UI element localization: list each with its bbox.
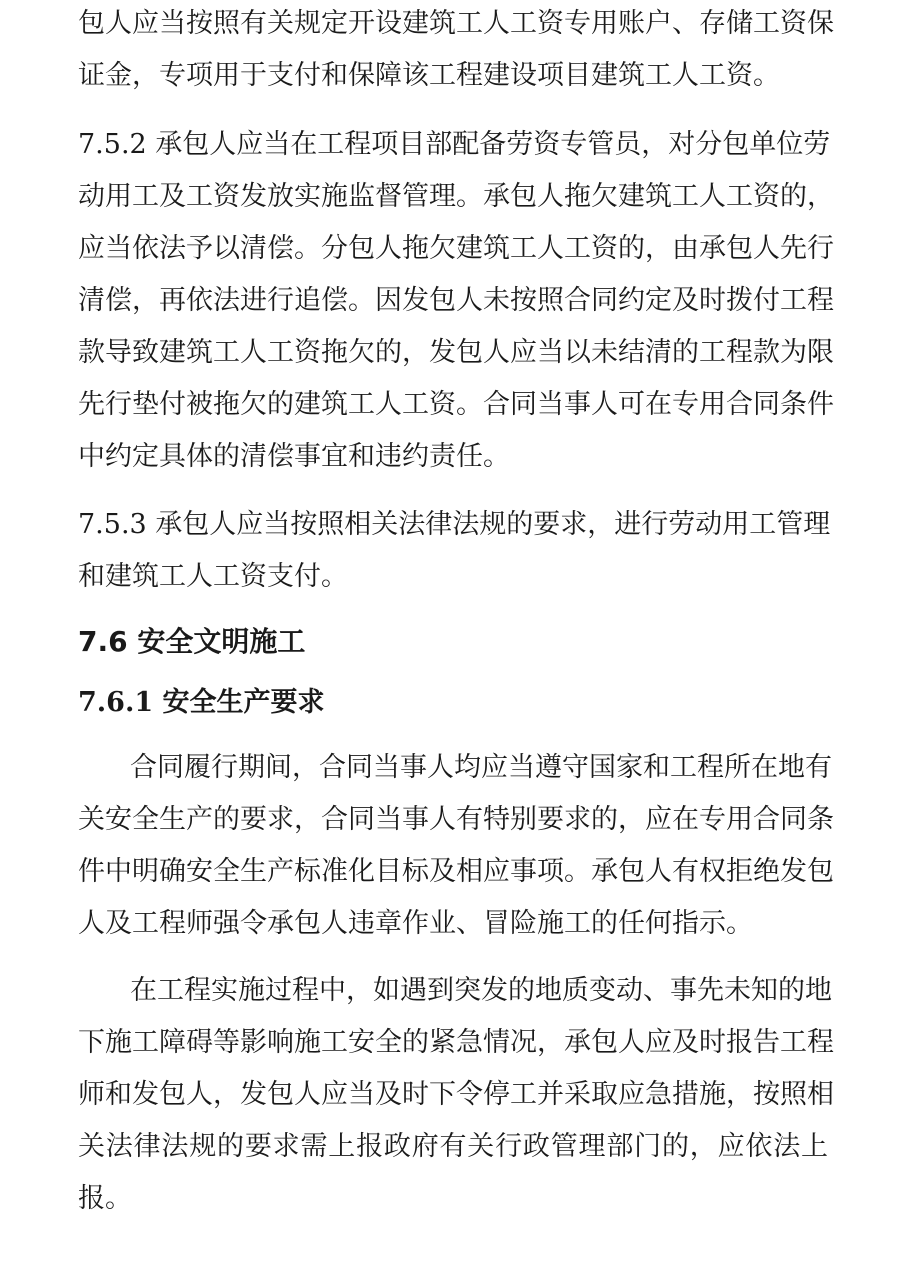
section-heading: 7.6 安全文明施工 <box>78 625 306 658</box>
paragraph-line: 款导致建筑工人工资拖欠的，发包人应当以未结清的工程款为限 <box>78 337 834 368</box>
paragraph-line: 件中明确安全生产标准化目标及相应事项。承包人有权拒绝发包 <box>78 856 834 887</box>
paragraph-line: 人及工程师强令承包人违章作业、冒险施工的任何指示。 <box>78 908 753 939</box>
paragraph-line: 师和发包人，发包人应当及时下令停工并采取应急措施，按照相 <box>78 1079 834 1110</box>
paragraph-line: 合同履行期间，合同当事人均应当遵守国家和工程所在地有 <box>130 752 832 783</box>
paragraph-line: 报。 <box>78 1183 132 1214</box>
paragraph-line: 和建筑工人工资支付。 <box>78 561 348 592</box>
paragraph-line: 下施工障碍等影响施工安全的紧急情况，承包人应及时报告工程 <box>78 1027 834 1058</box>
paragraph-line: 关法律法规的要求需上报政府有关行政管理部门的，应依法上 <box>78 1131 828 1162</box>
paragraph-line: 应当依法予以清偿。分包人拖欠建筑工人工资的，由承包人先行 <box>78 233 834 264</box>
paragraph-line: 证金，专项用于支付和保障该工程建设项目建筑工人工资。 <box>78 60 780 91</box>
subsection-heading: 7.6.1 安全生产要求 <box>78 687 325 718</box>
paragraph-line: 7.5.2 承包人应当在工程项目部配备劳资专管员，对分包单位劳 <box>78 129 831 160</box>
paragraph-line: 中约定具体的清偿事宜和违约责任。 <box>78 441 510 472</box>
paragraph-line: 动用工及工资发放实施监督管理。承包人拖欠建筑工人工资的， <box>78 181 834 212</box>
paragraph-line: 清偿，再依法进行追偿。因发包人未按照合同约定及时拨付工程 <box>78 285 834 316</box>
paragraph-line: 在工程实施过程中，如遇到突发的地质变动、事先未知的地 <box>130 975 832 1006</box>
paragraph-line: 先行垫付被拖欠的建筑工人工资。合同当事人可在专用合同条件 <box>78 389 834 420</box>
paragraph-line: 关安全生产的要求，合同当事人有特别要求的，应在专用合同条 <box>78 804 834 835</box>
paragraph-line: 包人应当按照有关规定开设建筑工人工资专用账户、存储工资保 <box>78 8 834 39</box>
paragraph-line: 7.5.3 承包人应当按照相关法律法规的要求，进行劳动用工管理 <box>78 509 831 540</box>
